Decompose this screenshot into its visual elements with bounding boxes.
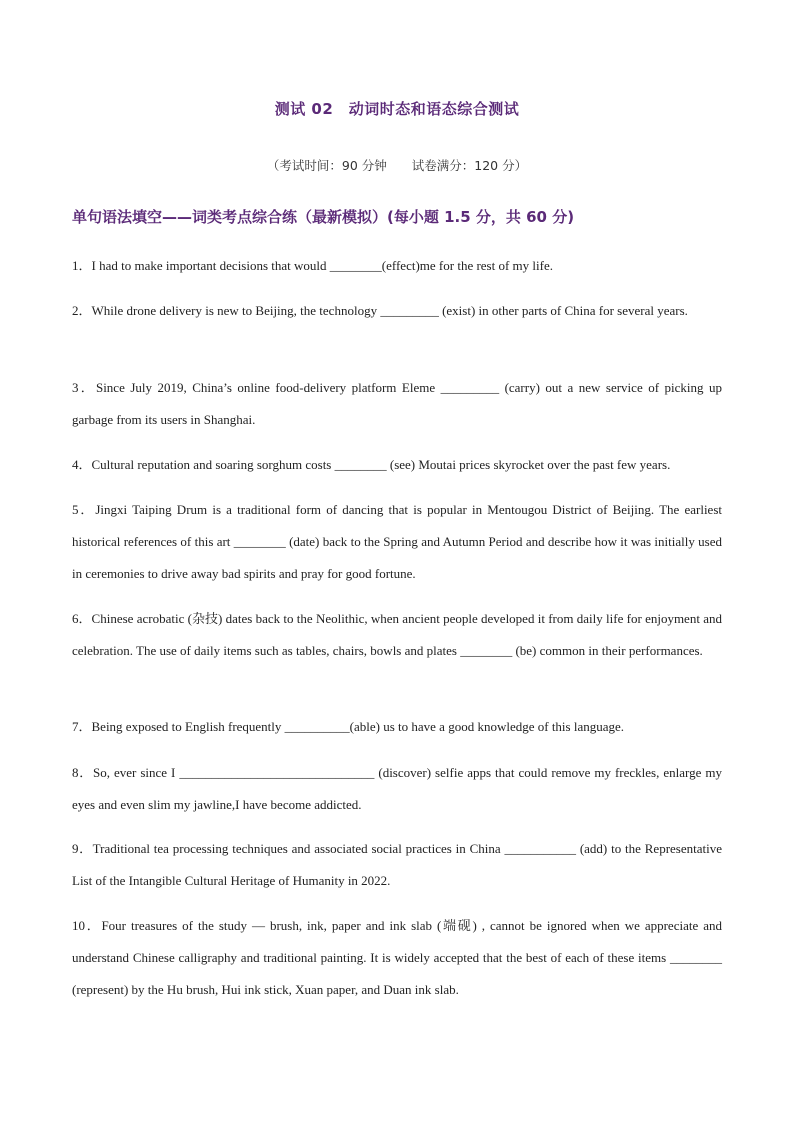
question-text: 2．While drone delivery is new to Beijing, the technology _________ (exist) in other parts of China for several years. xyxy=(72,303,688,318)
question-text: 4．Cultural reputation and soaring sorghum costs ________ (see) Moutai prices skyrocket over the past few years. xyxy=(72,457,671,472)
question-1 xyxy=(72,250,722,282)
question-text: 9．Traditional tea processing techniques and associated social practices in China ___________ (add) to the Representative List of the Intangible Cultural Heritage of Humanity in 2022. xyxy=(72,841,726,888)
question-7 xyxy=(72,711,722,743)
question-text: 6．Chinese acrobatic (杂技) dates back to the Neolithic, when ancient people developed it from daily life for enjoyment and celebration. The use of daily items such as tables, chairs, bowls and plates ________ (be) common in their performances. xyxy=(72,611,726,658)
question-text: 3．Since July 2019, China’s online food-delivery platform Eleme _________ (carry) out a new service of picking up garbage from its users in Shanghai. xyxy=(72,380,726,427)
question-9 xyxy=(72,833,726,897)
question-10 xyxy=(72,910,726,1006)
page-title: 测试 02 动词时态和语态综合测试 xyxy=(274,100,520,118)
section-heading: 单句语法填空——词类考点综合练（最新模拟）(每小题 1.5 分，共 60 分) xyxy=(72,208,575,226)
question-3 xyxy=(72,372,726,436)
exam-info: （考试时间：90 分钟 试卷满分：120 分） xyxy=(266,158,528,173)
question-text: 1．I had to make important decisions that would ________(effect)me for the rest of my life. xyxy=(72,258,553,273)
question-5 xyxy=(72,494,726,590)
question-6 xyxy=(72,603,726,667)
question-text: 8．So, ever since I ______________________________ (discover) selfie apps that could remove my freckles, enlarge my eyes and even slim my jawline,I have become addicted. xyxy=(72,765,726,812)
question-text: 5．Jingxi Taiping Drum is a traditional form of dancing that is popular in Mentougou District of Beijing. The earliest historical references of this art ________ (date) back to the Spring and Autumn Period and describe how it was initially used in ceremonies to drive away bad spirits and pray for good fortune. xyxy=(72,502,726,581)
question-2 xyxy=(72,295,722,327)
question-8 xyxy=(72,757,726,821)
question-text: 10．Four treasures of the study — brush, ink, paper and ink slab (端砚) , cannot be ignored when we appreciate and understand Chinese calligraphy and traditional painting. It is widely accepted that the best of each of these items ________ (represent) by the Hu brush, Hui ink stick, Xuan paper, and Duan ink slab. xyxy=(72,918,726,997)
question-4 xyxy=(72,449,722,481)
question-text: 7．Being exposed to English frequently __________(able) us to have a good knowledge of this language. xyxy=(72,719,625,734)
